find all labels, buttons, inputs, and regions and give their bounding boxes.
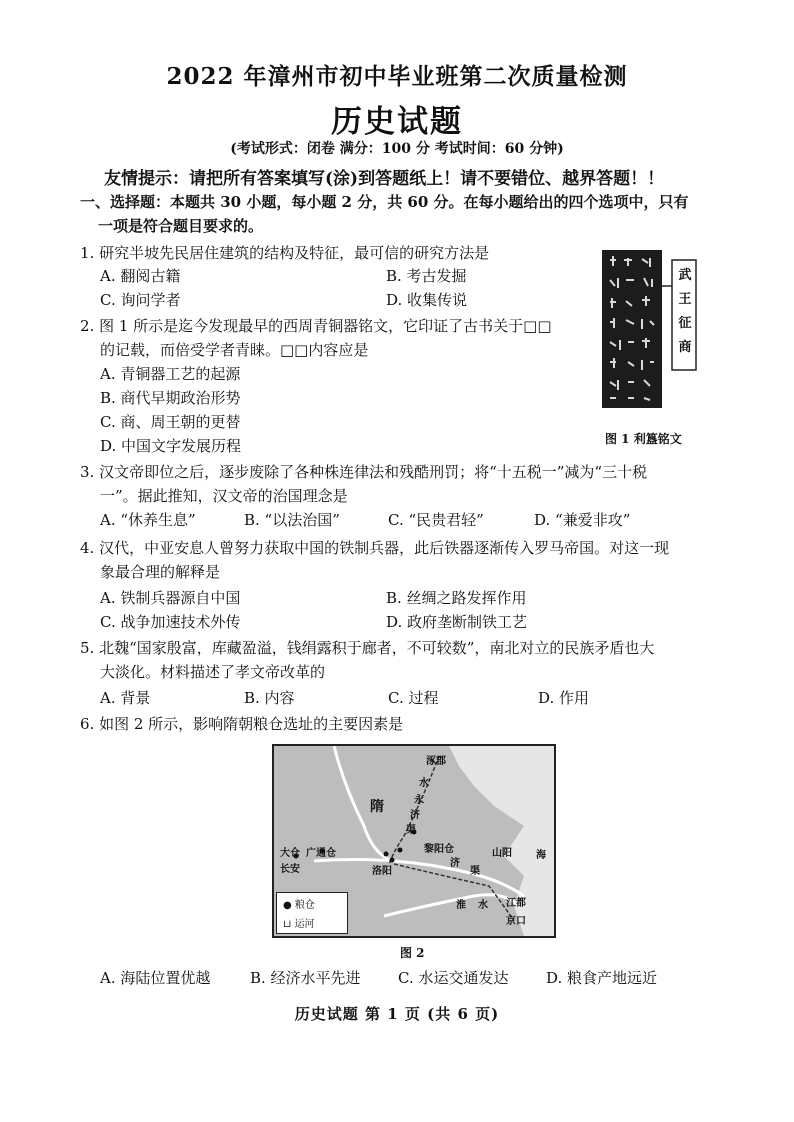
- q6-stem: 6. 如图 2 所示，影响隋朝粮仓选址的主要因素是: [80, 715, 404, 733]
- map-label-changan: 长安: [280, 864, 300, 875]
- q1-stem: 1. 研究半坡先民居住建筑的结构及特征，最可信的研究方法是: [80, 244, 490, 262]
- q5-option-c: C. 过程: [388, 689, 439, 707]
- q5-stem-line2: 大淡化。材料描述了孝文帝改革的: [100, 663, 326, 681]
- q6-option-b: B. 经济水平先进: [250, 969, 361, 987]
- q1-option-b: B. 考古发掘: [386, 267, 467, 285]
- figure1-inscription-image: [598, 246, 698, 411]
- q1-option-d: D. 收集传说: [386, 291, 468, 309]
- q2-stem-line2: 的记载，而倍受学者青睐。□□内容应是: [100, 341, 369, 359]
- q3-option-b: B. “以法治国”: [244, 511, 340, 529]
- q4-option-d: D. 政府垄断制铁工艺: [386, 613, 528, 631]
- figure1-annotation-char-1: 武: [678, 268, 692, 283]
- figure1-caption: 图 1 利簋铭文: [605, 432, 682, 446]
- q5-option-d: D. 作用: [538, 689, 590, 707]
- map-label-shui: 水: [419, 778, 429, 789]
- figure2-map: [272, 744, 556, 938]
- q2-option-c: C. 商、周王朝的更替: [100, 413, 241, 431]
- q3-stem-line2: 一”。据此推知，汉文帝的治国理念是: [100, 487, 348, 505]
- q5-stem-line1: 5. 北魏“国家殷富，库藏盈溢，钱绢露积于廊者，不可较数”，南北对立的民族矛盾也大: [80, 639, 655, 657]
- map-label-tongji: 济: [450, 858, 460, 869]
- map-label-tongji-qu: 渠: [470, 866, 480, 877]
- map-label-yong: 永: [414, 795, 424, 806]
- q6-option-a: A. 海陆位置优越: [100, 969, 211, 987]
- map-label-huai-shui: 水: [478, 900, 488, 911]
- q2-stem-line1: 2. 图 1 所示是迄今发现最早的西周青铜器铭文，它印证了古书关于□□: [80, 317, 552, 335]
- map-label-zhuojun: 涿郡: [426, 756, 446, 767]
- page-footer: 历史试题 第 1 页 (共 6 页): [294, 1005, 500, 1023]
- map-label-huai: 淮: [456, 900, 466, 911]
- map-label-liyang-granary: 黎阳仓: [424, 844, 454, 855]
- q2-option-b: B. 商代早期政治形势: [100, 389, 241, 407]
- legend-canal: ⊔ 运河: [283, 919, 315, 930]
- q1-option-a: A. 翻阅古籍: [100, 267, 181, 285]
- map-label-guangtong-granary: 广通仓: [306, 848, 336, 859]
- figure1-annotation-char-2: 王: [678, 292, 692, 307]
- exam-meta: (考试形式：闭卷 满分：100 分 考试时间：60 分钟): [230, 141, 564, 157]
- q3-stem-line1: 3. 汉文帝即位之后，逐步废除了各种株连律法和残酷刑罚；将“十五税一”减为“三十税: [80, 463, 648, 481]
- subject-title: 历史试题: [331, 104, 463, 140]
- figure2-caption: 图 2: [400, 946, 425, 960]
- exam-title: 2022 年漳州市初中毕业班第二次质量检测: [166, 63, 628, 90]
- map-label-qu: 渠: [406, 825, 416, 836]
- q4-option-b: B. 丝绸之路发挥作用: [386, 589, 527, 607]
- map-label-jingkou: 京口: [506, 916, 526, 927]
- map-label-dacang: 大仓: [280, 848, 300, 859]
- legend-granary: ● 粮仓: [283, 900, 315, 911]
- q4-option-a: A. 铁制兵器源自中国: [100, 589, 241, 607]
- q4-option-c: C. 战争加速技术外传: [100, 613, 241, 631]
- q4-stem-line2: 象最合理的解释是: [100, 563, 221, 581]
- q2-option-a: A. 青铜器工艺的起源: [100, 365, 241, 383]
- figure1-annotation-char-3: 征: [678, 316, 692, 331]
- q5-option-a: A. 背景: [100, 689, 151, 707]
- figure1-annotation-char-4: 商: [678, 340, 692, 355]
- q6-option-c: C. 水运交通发达: [398, 969, 509, 987]
- section-instruction-line1: 一、选择题：本题共 30 小题，每小题 2 分，共 60 分。在每小题给出的四个选项中，只有: [80, 193, 689, 211]
- map-label-ji: 济: [410, 810, 420, 821]
- q1-option-c: C. 询问学者: [100, 291, 181, 309]
- section-instruction-line2: 一项是符合题目要求的。: [98, 217, 264, 235]
- friendly-tip: 友情提示：请把所有答案填写(涂)到答题纸上！请不要错位、越界答题！！: [104, 169, 665, 189]
- map-label-sui: 隋: [370, 799, 384, 815]
- q4-stem-line1: 4. 汉代，中亚安息人曾努力获取中国的铁制兵器，此后铁器逐渐传入罗马帝国。对这一现: [80, 539, 670, 557]
- map-legend: [276, 892, 348, 934]
- q3-option-a: A. “休养生息”: [100, 511, 196, 529]
- map-label-shanyang: 山阳: [492, 848, 512, 859]
- map-label-jiangdu: 江都: [506, 898, 526, 909]
- map-label-sea: 海: [536, 850, 546, 861]
- q3-option-c: C. “民贵君轻”: [388, 511, 484, 529]
- q5-option-b: B. 内容: [244, 689, 295, 707]
- q3-option-d: D. “兼爱非攻”: [534, 511, 631, 529]
- q6-option-d: D. 粮食产地远近: [546, 969, 658, 987]
- q2-option-d: D. 中国文字发展历程: [100, 437, 242, 455]
- map-label-luoyang: 洛阳: [372, 866, 392, 877]
